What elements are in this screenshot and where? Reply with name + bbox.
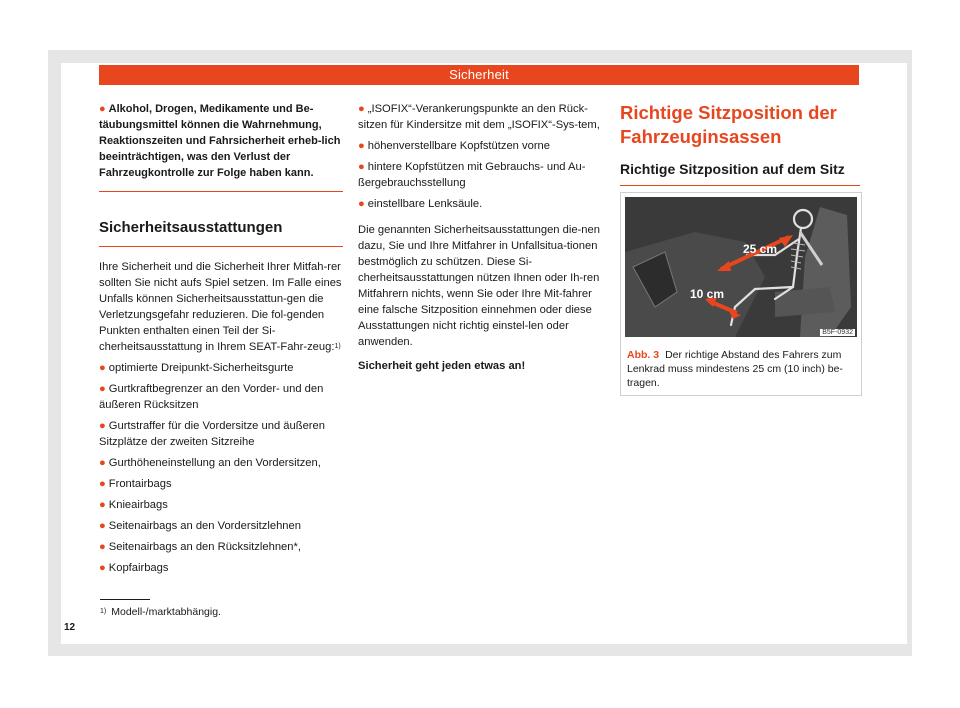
list-item: ● Seitenairbags an den Rücksitzlehnen*, — [99, 541, 301, 553]
section-title: Sicherheitsausstattungen — [99, 218, 343, 247]
page-number: 12 — [64, 622, 76, 633]
label-10cm: 10 cm — [690, 287, 725, 301]
bullet-icon: ● — [99, 562, 106, 574]
bullet-icon: ● — [358, 103, 365, 115]
figure-caption — [627, 348, 853, 390]
column-right — [620, 101, 860, 186]
list-item: ● hintere Kopfstützen mit Gebrauchs- und Au-ßergebrauchsstellung — [358, 161, 586, 189]
seat-illustration — [625, 197, 857, 337]
list-item: ● Seitenairbags an den Vordersitzlehnen — [99, 520, 301, 532]
list-item: ● Gurtstraffer für die Vordersitze und äußeren Sitzplätze der zweiten Sitzreihe — [99, 420, 325, 448]
footnote-mark: 1) — [100, 608, 107, 615]
emphasis-line: Sicherheit geht jeden etwas an! — [358, 360, 526, 372]
bullet-icon: ● — [99, 541, 106, 553]
bullet-icon: ● — [358, 198, 365, 210]
bullet-icon: ● — [99, 420, 106, 432]
bullet-icon: ● — [99, 520, 106, 532]
footnote-divider — [100, 599, 150, 600]
driver-seat-diagram — [625, 197, 857, 337]
chapter-header — [99, 65, 859, 85]
label-25cm: 25 cm — [743, 242, 778, 256]
sub-heading: Richtige Sitzposition auf dem Sitz — [620, 159, 860, 186]
figure-code: B5F-0932 — [822, 329, 853, 336]
list-item: ● „ISOFIX“-Verankerungspunkte an den Rück-sitzen für Kindersitze mit dem „ISOFIX“-Sys-tem, — [358, 103, 600, 131]
column-left — [99, 101, 343, 576]
bullet-icon: ● — [358, 140, 365, 152]
list-item: ● optimierte Dreipunkt-Sicherheitsgurte — [99, 362, 294, 374]
column-middle — [358, 101, 604, 374]
caption-label: Abb. 3 — [627, 349, 660, 361]
intro-paragraph: Ihre Sicherheit und die Sicherheit Ihrer Mitfah-rer sollten Sie nicht aufs Spiel setzen. Im Falle eines Unfalls können Sicherheitsausstattun-gen die Verletzungsgefahr reduzieren. Die fol-genden Punkten enthalten einen Teil der Si-cherheitsausstattung in Ihrem SEAT-Fahr-zeug:$^{1)}$ — [99, 261, 342, 353]
bullet-icon: ● — [99, 383, 106, 395]
figure-seat-position — [620, 192, 862, 396]
warning-text: Alkohol, Drogen, Medikamente und Be-täubungsmittel können die Wahrnehmung, Reaktionszeiten und Fahrsicherheit erheb-lich beeinträchtigen, was den Verlust der Fahrzeugkontrolle zur Folge haben kann. — [99, 103, 341, 179]
body-paragraph: Die genannten Sicherheitsausstattungen die-nen dazu, Sie und Ihre Mitfahrer in Unfallsitua-tionen bestmöglich zu schützen. Diese Si-cherheitsausstattungen nützen Ihnen oder Ih-ren Mitfahrern nichts, wenn Sie oder Ihre Mit-fahrer eine falsche Sitzposition einnehmen oder diese Ausstattungen nicht richtig einstel-len oder anwenden. — [358, 224, 600, 348]
footnote-text: Modell-/marktabhängig. — [111, 606, 221, 618]
caption-text: Der richtige Abstand des Fahrers zum Lenkrad muss mindestens 25 cm (10 inch) be-tragen. — [627, 349, 843, 389]
page-heading: Richtige Sitzposition der Fahrzeuginsassen — [620, 102, 837, 147]
bullet-icon: ● — [99, 457, 106, 469]
bullet-icon: ● — [99, 478, 106, 490]
list-item: ● Knieairbags — [99, 499, 168, 511]
list-item: ● Gurthöheneinstellung an den Vordersitzen, — [99, 457, 321, 469]
bullet-icon: ● — [99, 499, 106, 511]
bullet-icon: ● — [99, 362, 106, 374]
footnote-ref: 1) — [334, 343, 341, 350]
footnote — [100, 605, 221, 619]
list-item: ● einstellbare Lenksäule. — [358, 198, 483, 210]
list-item: ● höhenverstellbare Kopfstützen vorne — [358, 140, 550, 152]
list-item: ● Kopfairbags — [99, 562, 169, 574]
equipment-list — [99, 360, 343, 576]
warning-box — [99, 101, 343, 192]
bullet-icon: ● — [99, 103, 106, 115]
list-item: ● Frontairbags — [99, 478, 172, 490]
bullet-icon: ● — [358, 161, 365, 173]
chapter-title: Sicherheit — [449, 67, 509, 82]
list-item: ● Gurtkraftbegrenzer an den Vorder- und den äußeren Rücksitzen — [99, 383, 324, 411]
